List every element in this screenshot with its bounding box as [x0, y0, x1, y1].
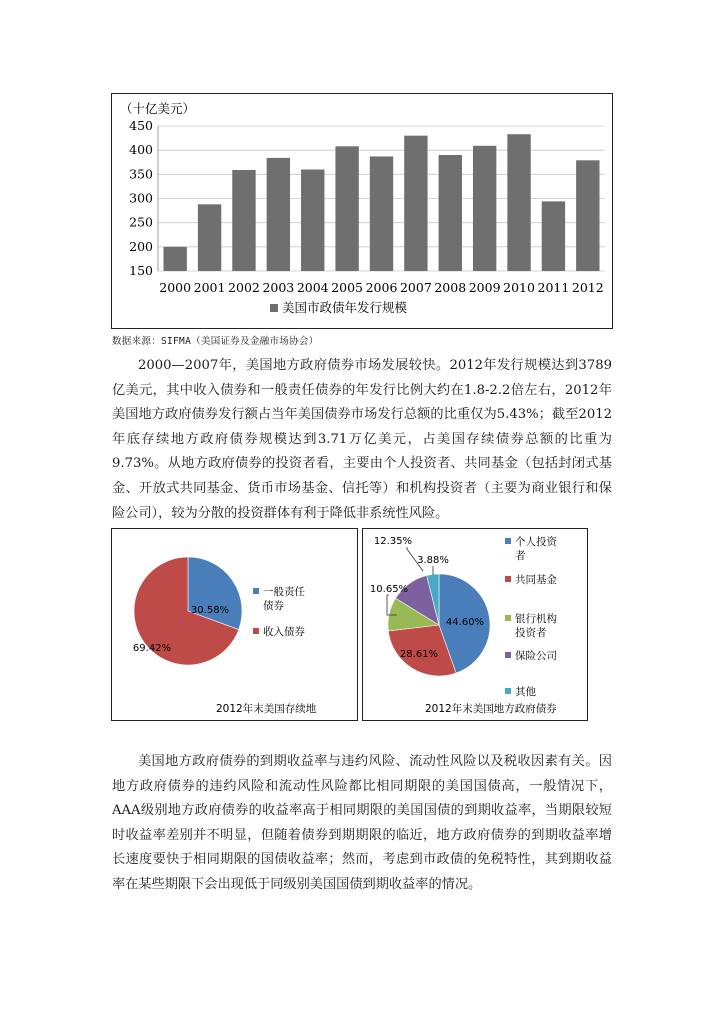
x-tick-label: 2002: [228, 280, 260, 295]
pie-chart-1: [112, 529, 357, 720]
paragraph-1: 2000—2007年，美国地方政府债券市场发展较快。2012年发行规模达到3789亿美元，其中收入债券和一般责任债券的年发行比例大约在1.8-2.2倍左右，2012年美国地方政府债券发行额占当年美国债券市场发行总额的比重仅为5.43%；截至2012年底存续地方政府债券规模达到3.71万亿美元，占美国存续债券总额的比重为9.73%。从地方政府债券的投资者看，主要由个人投资者、共同基金（包括封闭式基金、开放式共同基金、货币市场基金、信托等）和机构投资者（主要为商业银行和保险公司），较为分散的投资群体有利于降低非系统性风险。: [112, 358, 612, 521]
legend-label: 收入债券: [263, 626, 305, 638]
data-label: 44.60%: [445, 617, 485, 628]
bar: [473, 146, 496, 271]
x-tick-label: 2010: [503, 280, 535, 295]
bar: [232, 170, 255, 271]
paragraph-2: 美国地方政府债券的到期收益率与违约风险、流动性风险以及税收因素有关。因地方政府债券的违约风险和流动性风险都比相同期限的美国国债高，一般情况下，AAA级别地方政府债券的收益率高于相同期限的美国国债的到期收益率，当期限较短时收益率差别并不明显，但随着债券到期期限的临近，地方政府债券的到期收益率增长速度要快于相同期限的国债收益率；然而，考虑到市政债的免税特性，其到期收益率在某些期限下会出现低于同级别美国国债到期收益率的情况。: [112, 754, 612, 892]
y-tick-label: 400: [129, 142, 153, 158]
legend-label: 者: [515, 550, 526, 562]
x-tick-label: 2006: [365, 280, 398, 295]
x-tick-label: 2007: [399, 280, 432, 295]
bar: [164, 247, 187, 271]
pie-1-title: 2012年末美国存续地: [216, 703, 317, 715]
x-tick-label: 2012: [571, 280, 604, 295]
legend-swatch: [505, 688, 511, 694]
bar: [198, 204, 221, 271]
bar: [301, 170, 324, 272]
x-tick-label: 2001: [193, 280, 226, 295]
legend-swatch: [505, 576, 511, 582]
legend-label: 其他: [515, 686, 536, 698]
bar: [370, 156, 393, 271]
data-label: 12.35%: [373, 536, 413, 547]
data-label: 3.88%: [417, 555, 449, 566]
bar: [267, 158, 290, 271]
x-tick-label: 2004: [296, 280, 329, 295]
bar: [507, 134, 530, 271]
bar-chart: [112, 94, 612, 328]
legend-swatch: [270, 304, 278, 312]
bar: [404, 136, 427, 271]
x-tick-label: 2009: [468, 280, 501, 295]
y-tick-label: 200: [129, 238, 153, 254]
data-label: 30.58%: [190, 605, 230, 616]
bar: [576, 160, 599, 271]
legend-label: 投资者: [515, 627, 547, 639]
y-unit-label: （十亿美元）: [120, 101, 196, 116]
legend-label: 债券: [263, 600, 284, 612]
source-note: 数据来源：SIFMA（美国证券及金融市场协会）: [112, 336, 319, 347]
y-tick-label: 150: [129, 263, 153, 278]
y-tick-label: 450: [129, 118, 153, 133]
legend-label: 美国市政债年发行规模: [282, 300, 408, 315]
pie-chart-2-frame: [362, 528, 588, 721]
legend-label: 保险公司: [515, 650, 557, 662]
x-tick-label: 2003: [262, 280, 295, 295]
legend-label: 一般责任: [263, 586, 305, 598]
pie-chart-2: [363, 529, 587, 720]
legend-swatch: [505, 615, 511, 621]
x-tick-label: 2000: [159, 280, 192, 295]
x-tick-label: 2005: [331, 280, 364, 295]
legend-label: 共同基金: [515, 574, 557, 586]
legend-swatch: [253, 628, 259, 634]
x-tick-label: 2008: [434, 280, 467, 295]
x-tick-label: 2011: [537, 280, 570, 295]
legend-swatch: [505, 538, 511, 544]
bar: [542, 201, 565, 271]
legend-label: 个人投资: [515, 536, 557, 548]
bar-chart-frame: [111, 93, 613, 329]
data-label: 28.61%: [399, 649, 439, 660]
pie-2-title: 2012年末美国地方政府债券: [425, 703, 557, 715]
y-tick-label: 300: [129, 190, 153, 206]
pie-chart-1-frame: [111, 528, 358, 721]
y-tick-label: 250: [129, 214, 153, 230]
data-label: 10.65%: [369, 584, 409, 595]
bar: [335, 146, 358, 271]
bar: [439, 155, 462, 271]
data-label: 69.42%: [132, 643, 172, 654]
legend-swatch: [253, 588, 259, 594]
y-tick-label: 350: [129, 166, 153, 182]
legend-label: 银行机构: [515, 613, 557, 625]
legend-swatch: [505, 652, 511, 658]
